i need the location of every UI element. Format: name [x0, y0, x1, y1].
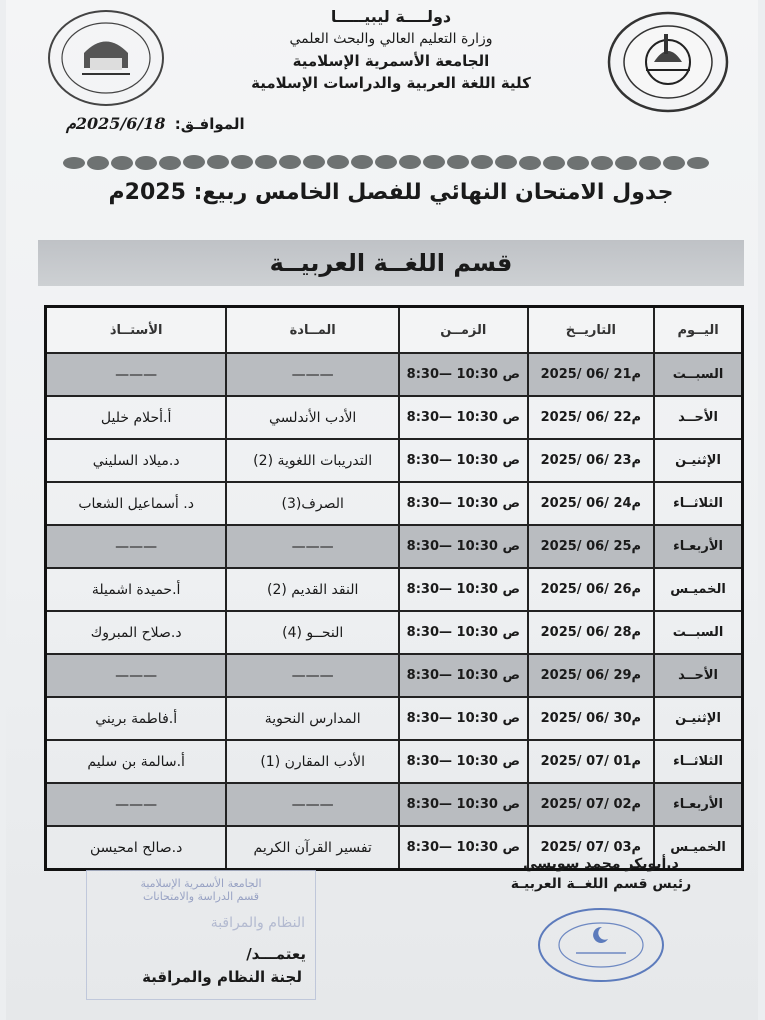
cell-subject: النحــو (4) [226, 611, 399, 654]
cell-time: 8:30— 10:30 ص [399, 826, 528, 870]
table-row [46, 353, 743, 396]
table-row [46, 525, 743, 568]
cell-professor: د.صالح امحيسن [46, 826, 227, 870]
cell-day: الأحــد [654, 654, 742, 697]
cell-day: الأربعـاء [654, 525, 742, 568]
cell-time: 8:30— 10:30 ص [399, 482, 528, 525]
cell-date: 2025/ 06/ 23م [528, 439, 655, 482]
cell-time: 8:30— 10:30 ص [399, 783, 528, 826]
cell-subject: الأدب الأندلسي [226, 396, 399, 439]
cell-day: الخميـس [654, 568, 742, 611]
cell-date: 2025/ 06/ 22م [528, 396, 655, 439]
page-title: جدول الامتحان النهائي للفصل الخامس ربيع: 2025م [108, 180, 674, 205]
cell-date: 2025/ 07/ 01م [528, 740, 655, 783]
stamp-line-2: قسم الدراسة والامتحانات [142, 890, 260, 903]
cell-date: 2025/ 06/ 24م [528, 482, 655, 525]
cell-professor: أ.أحلام خليل [46, 396, 227, 439]
faculty-seal-icon [46, 8, 166, 108]
cell-day: الأحــد [654, 396, 742, 439]
cell-professor: د. أسماعيل الشعاب [46, 482, 227, 525]
cell-subject: ——— [226, 654, 399, 697]
approval-committee: لجنة النظام والمراقبة [142, 968, 302, 986]
stamp-line-3: النظام والمراقبة [210, 915, 305, 931]
cell-time: 8:30— 10:30 ص [399, 353, 528, 396]
cell-professor: ——— [46, 654, 227, 697]
table-row [46, 482, 743, 525]
cell-day: الإثنيـن [654, 697, 742, 740]
cell-subject: النقد القديم (2) [226, 568, 399, 611]
cell-professor: أ.سالمة بن سليم [46, 740, 227, 783]
table-row [46, 740, 743, 783]
cell-professor: ——— [46, 783, 227, 826]
cell-day: الثلاثــاء [654, 740, 742, 783]
exam-schedule-table [44, 305, 744, 871]
cell-subject: المدارس النحوية [226, 697, 399, 740]
table-row [46, 783, 743, 826]
cell-day: السبــت [654, 353, 742, 396]
cell-day: الإثنيـن [654, 439, 742, 482]
cell-day: السبــت [654, 611, 742, 654]
letterhead [236, 6, 546, 94]
table-header-row [46, 307, 743, 354]
state-name: دولــــة ليبيـــــا [330, 7, 452, 26]
cell-date: 2025/ 07/ 03م [528, 826, 655, 870]
col-header-date: التاريــخ [528, 307, 655, 354]
cell-day: الثلاثــاء [654, 482, 742, 525]
university-name: الجامعة الأسمرية الإسلامية [292, 52, 490, 70]
cell-time: 8:30— 10:30 ص [399, 396, 528, 439]
cell-time: 8:30— 10:30 ص [399, 439, 528, 482]
cell-time: 8:30— 10:30 ص [399, 525, 528, 568]
cell-professor: ——— [46, 353, 227, 396]
approval-label: يعتمـــد/ [246, 945, 306, 963]
cell-professor: أ.حميدة اشميلة [46, 568, 227, 611]
cell-day: الخميـس [654, 826, 742, 870]
cell-date: 2025/ 06/ 21م [528, 353, 655, 396]
cell-date: 2025/ 06/ 30م [528, 697, 655, 740]
table-row [46, 396, 743, 439]
cell-date: 2025/ 06/ 26م [528, 568, 655, 611]
signer-name: د.أبوبكر محمد سويسي [523, 856, 679, 872]
table-row [46, 568, 743, 611]
col-header-time: الزمــن [399, 307, 528, 354]
cell-professor: د.ميلاد السليني [46, 439, 227, 482]
cell-time: 8:30— 10:30 ص [399, 568, 528, 611]
cell-date: 2025/ 07/ 02م [528, 783, 655, 826]
col-header-subject: المــادة [226, 307, 399, 354]
cell-subject: التدريبات اللغوية (2) [226, 439, 399, 482]
cell-professor: أ.فاطمة بريني [46, 697, 227, 740]
stamp-line-1: الجامعة الأسمرية الإسلامية [140, 877, 262, 890]
signer-role: رئيس قسم اللغــة العربيـة [510, 876, 692, 892]
cell-professor: ——— [46, 525, 227, 568]
cell-subject: الأدب المقارن (1) [226, 740, 399, 783]
cell-professor: د.صلاح المبروك [46, 611, 227, 654]
cell-date: 2025/ 06/ 25م [528, 525, 655, 568]
cell-date: 2025/ 06/ 29م [528, 654, 655, 697]
table-row [46, 439, 743, 482]
cell-subject: ——— [226, 353, 399, 396]
cell-day: الأربعـاء [654, 783, 742, 826]
table-row [46, 654, 743, 697]
document-sheet [6, 0, 758, 1020]
department-name: قسم اللغــة العربيــة [269, 249, 513, 277]
department-stamp-icon [536, 905, 666, 985]
cell-time: 8:30— 10:30 ص [399, 697, 528, 740]
cell-subject: الصرف(3) [226, 482, 399, 525]
date-label: الموافـق: [174, 115, 245, 133]
signature-block [486, 854, 716, 894]
faculty-name: كلية اللغة العربية والدراسات الإسلامية [251, 74, 531, 92]
table-row [46, 697, 743, 740]
decorative-divider [62, 150, 722, 176]
cell-time: 8:30— 10:30 ص [399, 654, 528, 697]
cell-subject: ——— [226, 525, 399, 568]
cell-time: 8:30— 10:30 ص [399, 611, 528, 654]
university-seal-icon [606, 10, 731, 115]
cell-subject: تفسير القرآن الكريم [226, 826, 399, 870]
table-row [46, 611, 743, 654]
document-date [66, 114, 245, 133]
department-banner [38, 240, 744, 286]
ministry-name: وزارة التعليم العالي والبحث العلمي [289, 31, 493, 47]
date-value: 2025/6/18م [66, 114, 166, 133]
cell-subject: ——— [226, 783, 399, 826]
cell-date: 2025/ 06/ 28م [528, 611, 655, 654]
col-header-professor: الأستــاذ [46, 307, 227, 354]
col-header-day: اليــوم [654, 307, 742, 354]
cell-time: 8:30— 10:30 ص [399, 740, 528, 783]
